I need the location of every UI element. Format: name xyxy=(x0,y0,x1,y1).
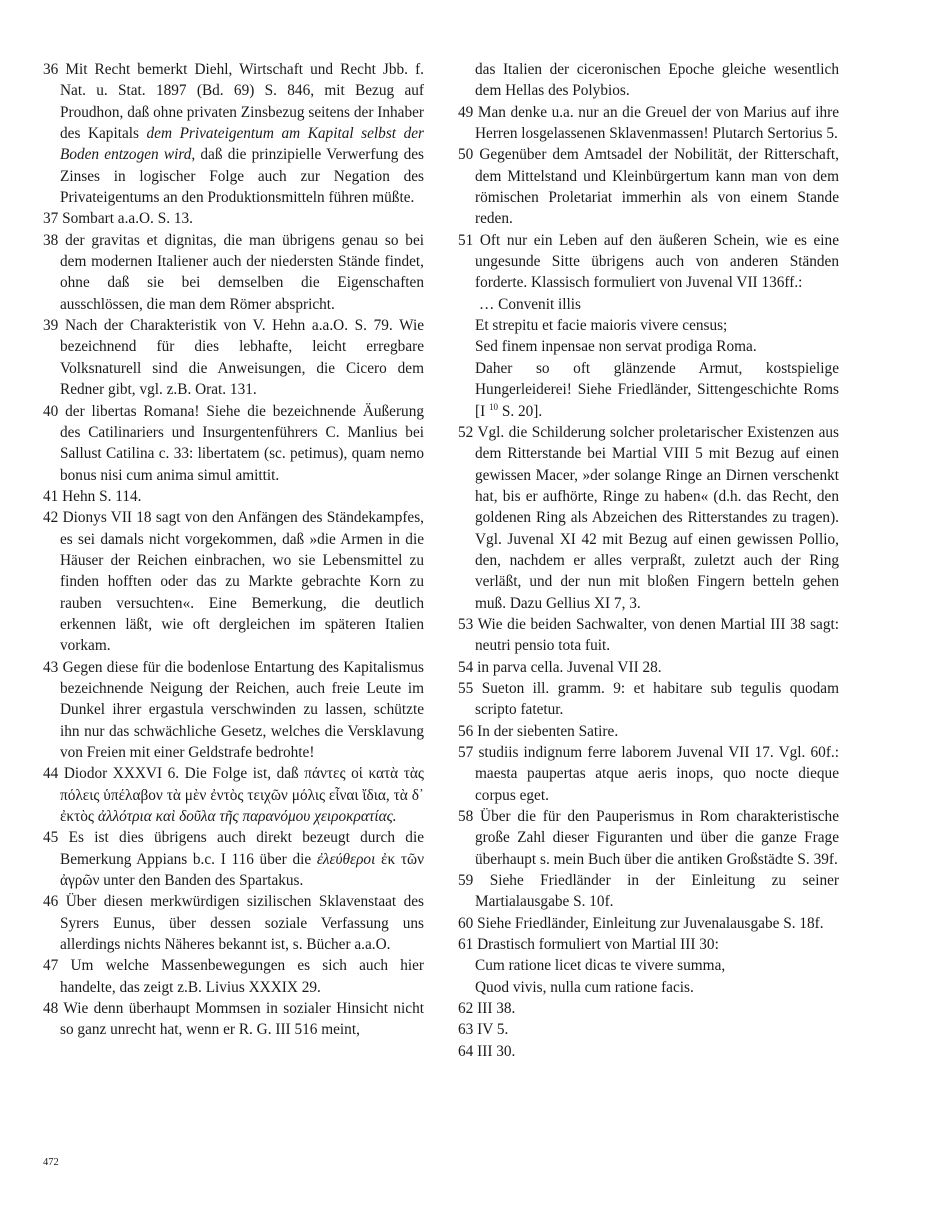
footnote-54: 54 in parva cella. Juvenal VII 28. xyxy=(458,658,662,676)
footnote-number: 43 xyxy=(43,658,59,676)
footnote-number: 58 xyxy=(458,808,474,826)
footnote-number: 55 xyxy=(458,679,474,697)
footnote-48-continuation: das Italien der ciceronischen Epoche gleiche wesentlich dem Hellas des Polybios. xyxy=(475,61,839,100)
footnote-59: 59 Siehe Friedländer in der Einleitung zu seiner Martialausgabe S. 10f. xyxy=(458,872,840,911)
footnote-61: 61 Drastisch formuliert von Martial III 30: Cum ratione licet dicas te vivere summa, Quod vivis, nulla cum ratione facis. xyxy=(458,934,839,998)
footnote-40: 40 der libertas Romana! Siehe die bezeichnende Äußerung des Catilinariers und Insurgentenführers C. Manlius bei Sallust Catilina c. 33: libertatem (sc. petimus), quam nemo bonus nisi cum anima simul amittit. xyxy=(43,402,424,484)
verse-line: Et strepitu et facie maioris vivere census; xyxy=(475,317,728,335)
footnote-number: 59 xyxy=(458,872,474,890)
right-column xyxy=(458,59,839,1062)
footnote-number: 64 xyxy=(458,1042,474,1060)
footnote-number: 51 xyxy=(458,231,474,249)
footnote-63: 63 IV 5. xyxy=(458,1021,509,1039)
footnote-number: 41 xyxy=(43,487,59,505)
footnote-38: 38 der gravitas et dignitas, die man übrigens genau so bei dem modernen Italiener auch der niedersten Stände findet, ohne daß sie bei demselben die Eigenschaften ausschlössen, die man dem Römer abspricht. xyxy=(43,231,424,313)
footnote-45: 45 Es ist dies übrigens auch direkt bezeugt durch die Bemerkung Appians b.c. I 116 über die ἐλεύθεροι ἐκ τῶν ἀγρῶν unter den Banden des Spartakus. xyxy=(43,829,424,890)
footnote-48: 48 Wie denn überhaupt Mommsen in sozialer Hinsicht nicht so ganz unrecht hat, wenn er R. G. III 516 meint, xyxy=(43,1000,424,1039)
footnote-number: 46 xyxy=(43,893,59,911)
footnote-39: 39 Nach der Charakteristik von V. Hehn a.a.O. S. 79. Wie bezeichnend für dies lebhafte, leicht erregbare Volksnaturell sind die Anweisungen, die Cicero dem Redner gibt, vgl. z.B. Orat. 131. xyxy=(43,317,424,399)
footnote-49: 49 Man denke u.a. nur an die Greuel der von Marius auf ihre Herren losgelassenen Sklavenmassen! Plutarch Sertorius 5. xyxy=(458,103,840,143)
footnote-number: 48 xyxy=(43,1000,59,1018)
footnote-number: 45 xyxy=(43,829,59,847)
footnote-number: 42 xyxy=(43,509,59,527)
footnote-number: 52 xyxy=(458,423,474,441)
left-column xyxy=(43,59,424,1041)
footnote-47: 47 Um welche Massenbewegungen es sich auch hier handelte, das zeigt z.B. Livius XXXIX 29. xyxy=(43,957,424,996)
footnote-50: 50 Gegenüber dem Amtsadel der Nobilität, der Ritterschaft, dem Mittelstand und Kleinbürgertum kann man von dem römischen Proletariat immerhin als von einem Stande reden. xyxy=(458,146,840,228)
footnote-number: 54 xyxy=(458,658,474,676)
verse-line: … Convenit illis xyxy=(479,295,581,313)
footnote-41: 41 Hehn S. 114. xyxy=(43,487,142,505)
footnote-number: 49 xyxy=(458,103,474,121)
footnote-58: 58 Über die für den Pauperismus in Rom charakteristische große Zahl dieser Figuranten und über die ganze Frage überhaupt s. mein Buch über die antiken Großstädte S. 39f. xyxy=(458,808,839,868)
footnote-44: 44 Diodor XXXVI 6. Die Folge ist, daß πάντες οἱ κατὰ τὰς πόλεις ὑπέλαβον τὰ μὲν ἐντὸς τειχῶν μόλις εἶναι ἴδια, τὰ δ᾽ ἐκτὸς ἀλλότρια καὶ δοῦλα τῆς παρανόμου χειροκρατίας. xyxy=(43,765,424,826)
footnote-number: 53 xyxy=(458,615,474,633)
footnote-46: 46 Über diesen merkwürdigen sizilischen Sklavenstaat des Syrers Eunus, über dessen soziale Verfassung uns allerdings nichts Näheres bekannt ist, s. Bücher a.a.O. xyxy=(43,893,425,954)
footnote-number: 60 xyxy=(458,914,474,932)
footnote-37: 37 Sombart a.a.O. S. 13. xyxy=(43,210,193,228)
footnote-number: 40 xyxy=(43,402,59,420)
footnote-43: 43 Gegen diese für die bodenlose Entartung des Kapitalismus bezeichnende Neigung der Reichen, auch freie Leute im Dunkel ihrer ergastula verschwinden zu lassen, schützte ihn nur das schwächliche Gesetz, welches die Versklavung von Freien mit einer Geldstrafe bedrohte! xyxy=(43,658,424,761)
footnote-51: 51 Oft nur ein Leben auf den äußeren Schein, wie es eine ungesunde Sitte übrigens auch von anderen Ständen forderte. Klassisch formuliert von Juvenal VII 136ff.: … Convenit illis Et strepitu et facie maioris vivere census; Sed finem inpensae non servat prodiga Roma. Daher so oft glänzende Armut, kostspielige Hungerleiderei! Siehe Friedländer, Sittengeschichte Roms [I $^{10}$ S. 20]. xyxy=(458,230,839,422)
footnote-number: 38 xyxy=(43,231,59,249)
footnote-60: 60 Siehe Friedländer, Einleitung zur Juvenalausgabe S. 18f. xyxy=(458,914,824,932)
footnote-number: 57 xyxy=(458,744,474,761)
footnote-number: 37 xyxy=(43,210,59,228)
footnote-53: 53 Wie die beiden Sachwalter, von denen Martial III 38 sagt: neutri pensio tota fuit. xyxy=(458,615,839,655)
verse-line: Sed finem inpensae non servat prodiga Roma. xyxy=(475,338,757,356)
footnote-62: 62 III 38. xyxy=(458,1000,516,1018)
footnote-number: 61 xyxy=(458,936,474,954)
footnote-number: 47 xyxy=(43,957,59,975)
footnote-56: 56 In der siebenten Satire. xyxy=(458,722,619,740)
footnote-number: 50 xyxy=(458,146,474,164)
footnote-number: 44 xyxy=(43,765,59,783)
footnote-number: 62 xyxy=(458,1000,474,1018)
footnote-number: 56 xyxy=(458,722,474,740)
page-number: 472 xyxy=(43,1157,59,1168)
footnote-36: 36 Mit Recht bemerkt Diehl, Wirtschaft und Recht Jbb. f. Nat. u. Stat. 1897 (Bd. 69) S. 846, mit Bezug auf Proudhon, daß ohne privaten Zinsbezug seitens der Inhaber des Kapitals dem Privateigentum am Kapital selbst der Boden entzogen wird, daß die prinzipielle Verwerfung des Zinses in logischer Folge auch zur Negation des Privateigentums an den Produktionsmitteln führen müßte. xyxy=(43,61,424,207)
footnote-57: 57 studiis indignum ferre laborem Juvenal VII 17. Vgl. 60f.: maesta paupertas atque aeris inops, quo nocte dieque corpus eget. xyxy=(458,744,839,804)
footnote-number: 36 xyxy=(43,61,59,78)
footnote-42: 42 Dionys VII 18 sagt von den Anfängen des Ständekampfes, es sei damals nicht vorgekommen, daß »die Armen in die Häuser der Reichen einbrachen, wo sie Lebensmittel zu finden hofften oder das zu Markte gebrachte Korn zu rauben versuchten«. Eine Bemerkung, die deutlich erkennen läßt, wie oft dergleichen im späteren Italien vorkam. xyxy=(43,509,425,655)
verse-line: Quod vivis, nulla cum ratione facis. xyxy=(475,978,694,996)
footnote-51-after: Daher so oft glänzende Armut, kostspielige Hungerleiderei! Siehe Friedländer, Sittengeschichte Roms [I $^{10}$ S. 20]. xyxy=(475,359,839,420)
verse-line: Cum ratione licet dicas te vivere summa, xyxy=(475,957,726,975)
footnote-52: 52 Vgl. die Schilderung solcher proletarischer Existenzen aus dem Ritterstande bei Martial VIII 5 mit Bezug auf einen gewissen Macer, »der solange Ringe an Dirnen verschenkt hat, bis er aufhörte, Ringe zu haben« (d.h. das Recht, den goldenen Ring als Abzeichen des Ritterstandes zu tragen). Vgl. Juvenal XI 42 mit Bezug auf einen gewissen Pollio, den, nachdem er alles verpraßt, zuletzt auch der Ring verläßt, und der nun mit bloßen Fingern betteln gehen muß. Dazu Gellius XI 7, 3. xyxy=(458,423,839,612)
footnote-number: 63 xyxy=(458,1021,474,1039)
footnote-number: 39 xyxy=(43,317,59,335)
footnote-64: 64 III 30. xyxy=(458,1042,516,1060)
footnote-55: 55 Sueton ill. gramm. 9: et habitare sub tegulis quodam scripto fatetur. xyxy=(458,679,839,719)
